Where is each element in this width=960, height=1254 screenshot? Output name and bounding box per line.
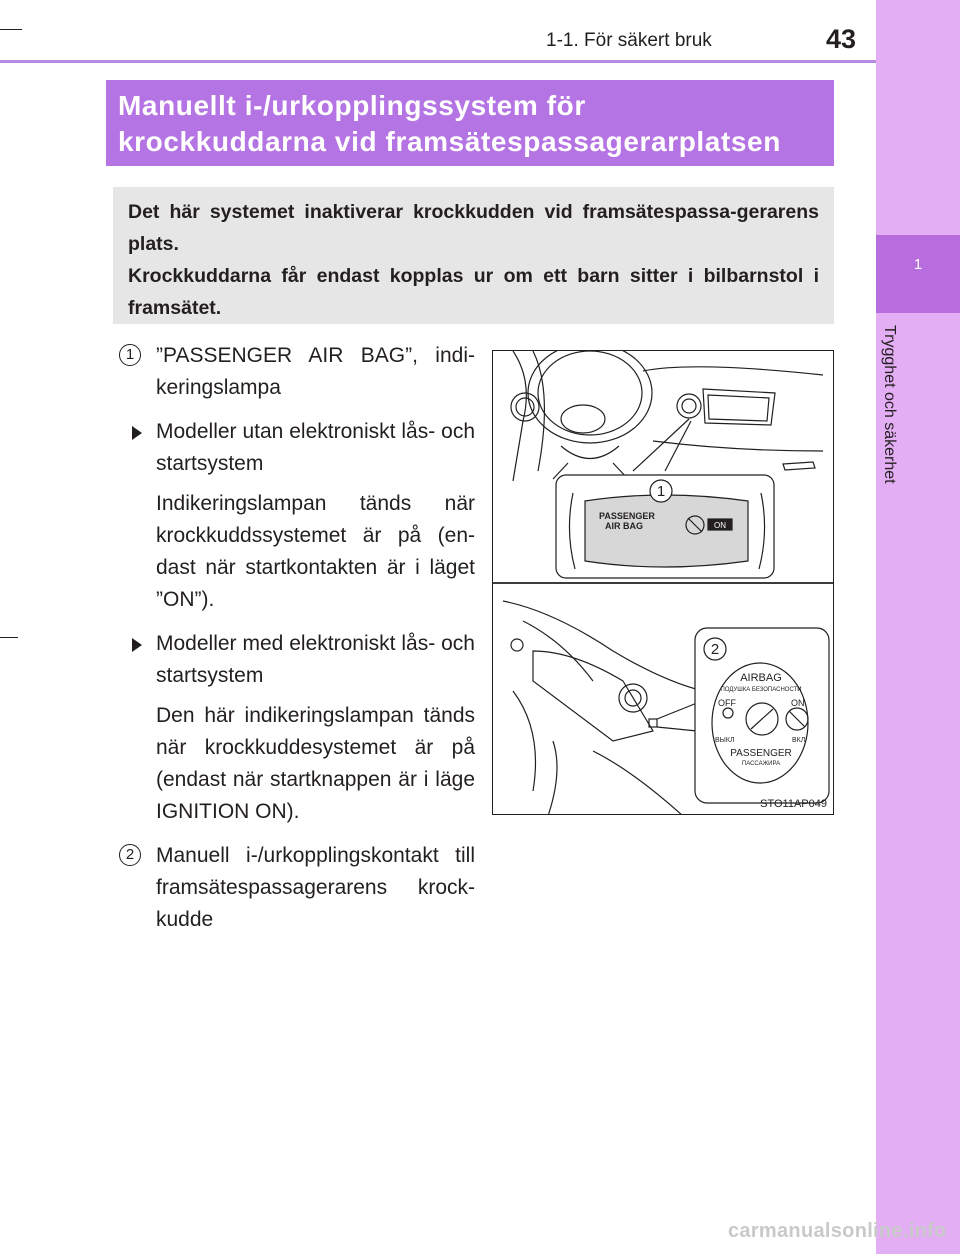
page-number: 43 <box>826 24 857 54</box>
chapter-number: 1 <box>913 256 923 273</box>
lamp-label: AIR BAG <box>605 521 643 531</box>
header-rule <box>0 60 876 63</box>
subsection-body: Indikeringslampan tänds när krockkuddssystemet är på (en-dast när startkontakten är i läget ”ON”). <box>156 492 475 611</box>
crop-mark <box>0 637 18 638</box>
switch-passenger-label: PASSENGER <box>730 748 792 759</box>
chapter-side-tab <box>876 0 960 1254</box>
watermark: carmanualsonline.info <box>728 1220 947 1242</box>
subsection-heading: Modeller med elektroniskt lås- och startsystem <box>113 628 475 692</box>
switch-on-label: ON <box>791 698 805 708</box>
chapter-title: Trygghet och säkerhet <box>881 325 898 484</box>
switch-on-label-ru: ВКЛ <box>792 737 806 744</box>
callout-number: 2 <box>710 641 720 658</box>
page-title-line-1: Manuellt i-/urkopplingssystem för <box>118 90 586 121</box>
crop-mark <box>0 29 22 30</box>
triangle-bullet-icon <box>132 426 142 440</box>
subsection-heading: Modeller utan elektroniskt lås- och startsystem <box>113 416 475 480</box>
switch-title: AIRBAG <box>740 672 782 684</box>
item-text: ”PASSENGER AIR BAG”, indi-keringslampa <box>156 344 475 399</box>
callout-number: 1 <box>656 483 666 500</box>
dashboard-drawing <box>493 351 834 815</box>
item-number-badge: 2 <box>119 844 141 866</box>
switch-off-label-ru: ВЫКЛ <box>715 737 735 744</box>
switch-off-label: OFF <box>718 698 736 708</box>
intro-box <box>113 187 834 324</box>
item-text: Manuell i-/urkopplingskontakt till framsätespassagerarens krock-kudde <box>156 844 475 931</box>
switch-title-ru: ПОДУШКА БЕЗОПАСНОСТИ <box>720 687 802 693</box>
lamp-on-indicator: ON <box>714 521 726 530</box>
intro-paragraph: Det här systemet inaktiverar krockkudden vid framsätespassa-gerarens plats. <box>128 201 819 255</box>
page-title-line-2: krockkuddarna vid framsätespassagerarplatsen <box>118 126 781 157</box>
subsection-body: Den här indikeringslampan tänds när krockkuddesystemet är på (endast när startknappen är i läge IGNITION ON). <box>156 704 475 823</box>
intro-paragraph: Krockkuddarna får endast kopplas ur om ett barn sitter i bilbarnstol i framsätet. <box>128 265 819 319</box>
list-item <box>113 340 475 404</box>
section-label: 1-1. För säkert bruk <box>546 30 712 51</box>
lamp-label: PASSENGER <box>599 511 655 521</box>
chapter-tab-highlight <box>876 235 960 313</box>
description-column <box>113 340 475 944</box>
triangle-bullet-icon <box>132 638 142 652</box>
airbag-illustration <box>492 350 834 815</box>
item-number-badge: 1 <box>119 344 141 366</box>
list-item <box>113 840 475 936</box>
title-banner <box>106 80 834 166</box>
switch-passenger-label-ru: ПАССАЖИРА <box>741 761 781 767</box>
figure-code: STO11AP049 <box>760 798 827 810</box>
